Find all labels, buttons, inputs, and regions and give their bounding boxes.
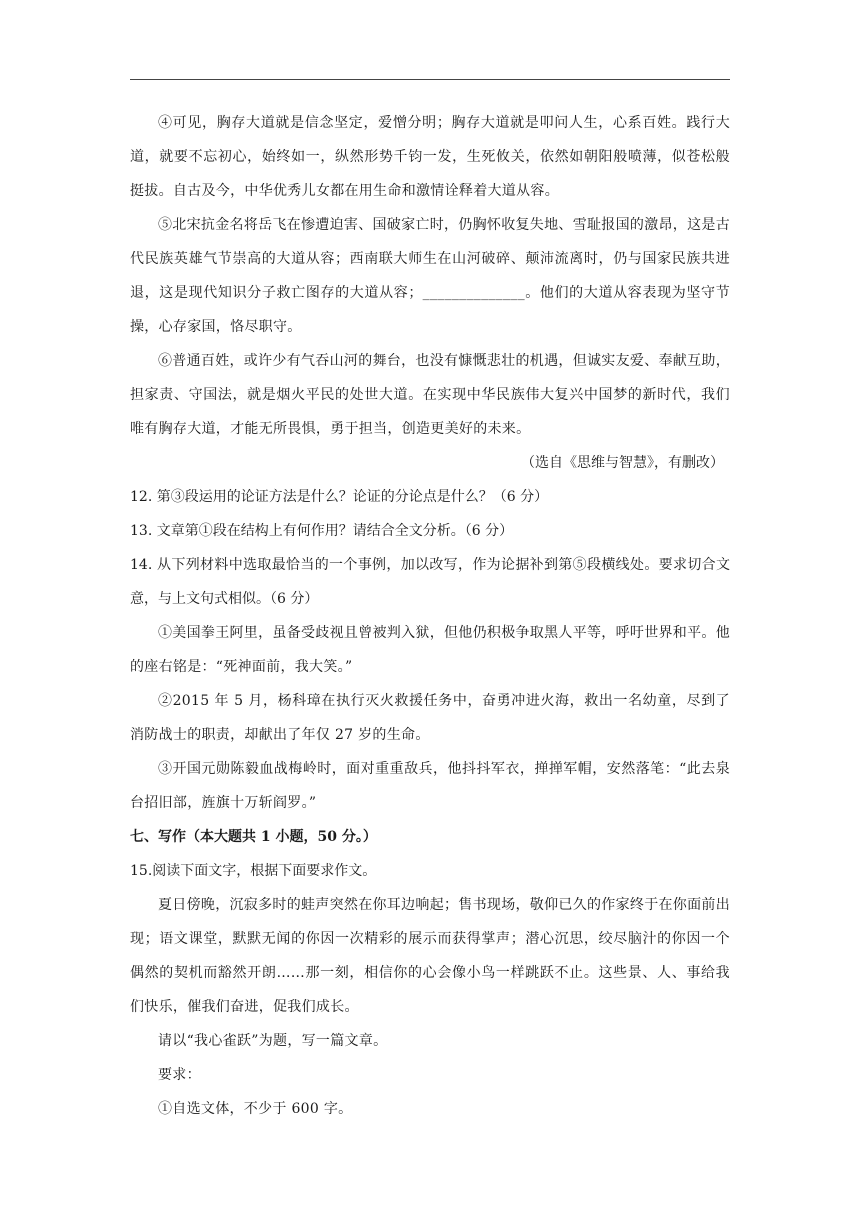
requirements-label: 要求： bbox=[158, 1067, 201, 1083]
source-citation: （选自《思维与智慧》，有删改） bbox=[521, 455, 724, 471]
requirement-1: ①自选文体，不少于 600 字。 bbox=[158, 1101, 353, 1117]
paragraph-6: ⑥普通百姓，或许少有气吞山河的舞台，也没有慷慨悲壮的机遇，但诚实友爱、奉献互助，担家责、守国法，就是烟火平民的处世大道。在实现中华民族伟大复兴中国梦的新时代，我们唯有胸存大道，才能无所畏惧，勇于担当，创造更美好的未来。 bbox=[130, 353, 730, 437]
paragraph-5: ⑤北宋抗金名将岳飞在惨遭迫害、国破家亡时，仍胸怀收复失地、雪耻报国的激昂，这是古代民族英雄气节崇高的大道从容；西南联大师生在山河破碎、颠沛流离时，仍与国家民族共进退，这是现代知识分子救亡图存的大道从容；______________。他们的大道从容表现为坚守节操，心存家国，恪尽职守。 bbox=[130, 217, 730, 335]
question-14: 14. 从下列材料中选取最恰当的一个事例，加以改写，作为论据补到第⑤段横线处。要求切合文意，与上文句式相似。（6 分） bbox=[130, 557, 730, 607]
question-12: 12. 第③段运用的论证方法是什么？论证的分论点是什么？（6 分） bbox=[130, 489, 549, 505]
header-rule bbox=[130, 79, 730, 80]
question-13: 13. 文章第①段在结构上有何作用？请结合全文分析。（6 分） bbox=[130, 523, 514, 539]
writing-title-instruction: 请以“我心雀跃”为题，写一篇文章。 bbox=[158, 1033, 388, 1049]
material-3: ③开国元勋陈毅血战梅岭时，面对重重敌兵，他抖抖军衣，掸掸军帽，安然落笔：“此去泉台招旧部，旌旗十万斩阎罗。” bbox=[130, 761, 730, 811]
section-heading-writing: 七、写作（本大题共 1 小题，50 分。） bbox=[130, 829, 377, 845]
writing-prompt: 夏日傍晚，沉寂多时的蛙声突然在你耳边响起；售书现场，敬仰已久的作家终于在你面前出现；语文课堂，默默无闻的你因一次精彩的展示而获得掌声；潜心沉思，绞尽脑汁的你因一个偶然的契机而豁然开朗……那一刻，相信你的心会像小鸟一样跳跃不止。这些景、人、事给我们快乐，催我们奋进，促我们成长。 bbox=[130, 897, 730, 1015]
paragraph-4: ④可见，胸存大道就是信念坚定，爱憎分明；胸存大道就是叩问人生，心系百姓。践行大道，就要不忘初心，始终如一，纵然形势千钧一发，生死攸关，依然如朝阳般喷薄，似苍松般挺拔。自古及今，中华优秀儿女都在用生命和激情诠释着大道从容。 bbox=[130, 115, 730, 199]
material-2: ②2015 年 5 月，杨科璋在执行灭火救援任务中，奋勇冲进火海，救出一名幼童，尽到了消防战士的职责，却献出了年仅 27 岁的生命。 bbox=[130, 693, 730, 743]
material-1: ①美国拳王阿里，虽备受歧视且曾被判入狱，但他仍积极争取黑人平等，呼吁世界和平。他的座右铭是：“死神面前，我大笑。” bbox=[130, 625, 730, 675]
document-body bbox=[130, 106, 730, 1126]
question-15: 15.阅读下面文字，根据下面要求作文。 bbox=[130, 863, 377, 879]
